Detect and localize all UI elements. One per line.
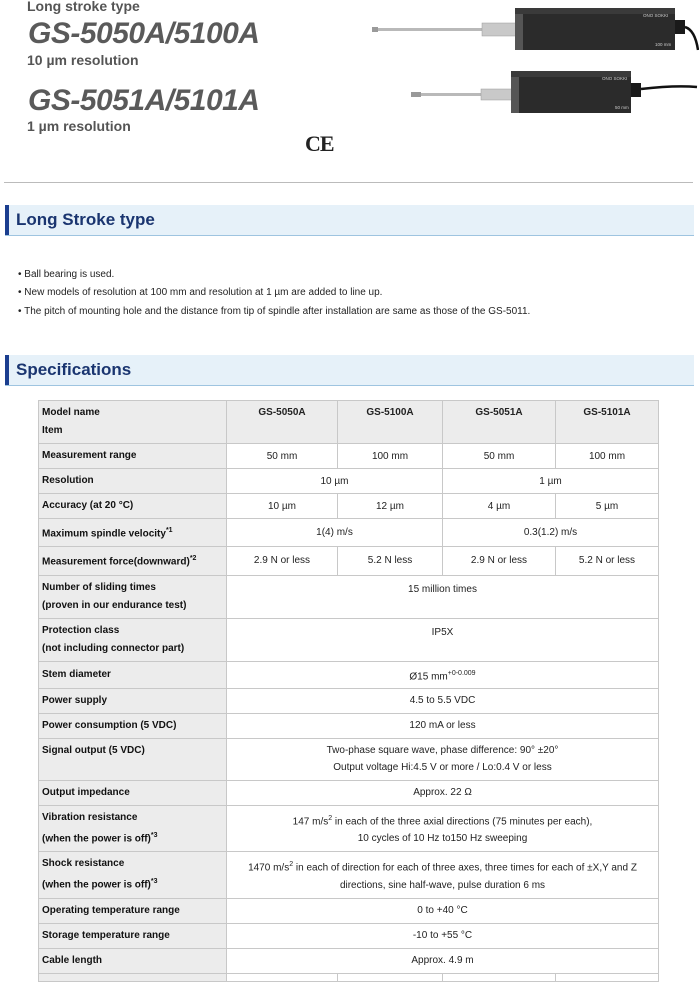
table-cell: 2.9 N or less: [443, 547, 556, 575]
superscript: 2: [328, 814, 333, 822]
ce-mark: CE: [305, 131, 334, 156]
table-row: [39, 688, 659, 713]
model-header-cell: GS-5101A: [556, 401, 659, 444]
header-cell-model-item: [39, 401, 227, 444]
table-cell: 5.2 N less: [338, 547, 443, 575]
footnote-mark: *3: [150, 878, 158, 886]
table-cell: [338, 973, 443, 981]
vibration-line: 10 cycles of 10 Hz to150 Hz sweeping: [357, 833, 528, 845]
section-accent-bar: [5, 355, 9, 385]
row-label-text: Maximum spindle velocity: [42, 528, 166, 540]
feature-item: • New models of resolution at 100 mm and resolution at 1 µm are added to line up.: [18, 287, 383, 299]
model-header-cell: GS-5051A: [443, 401, 556, 444]
row-label: Accuracy (at 20 °C): [39, 494, 227, 519]
section-header-long-stroke: [5, 205, 694, 236]
row-label: [39, 973, 227, 981]
row-label-text: Vibration resistance: [42, 811, 138, 823]
table-cell: 1(4) m/s: [227, 519, 443, 547]
feature-list: [18, 266, 530, 321]
shock-value-a: 1470 m/s: [248, 862, 290, 874]
table-row: [39, 898, 659, 923]
superscript: 2: [289, 861, 294, 869]
row-label-subtext-text: (when the power is off): [42, 879, 151, 891]
row-label: [39, 519, 227, 547]
table-cell: [443, 973, 556, 981]
table-cell: 50 mm: [227, 444, 338, 469]
model-title-b: GS-5051A/5101A: [28, 84, 260, 117]
table-row: [39, 923, 659, 948]
row-label-subtext: (not including connector part): [42, 642, 185, 654]
table-cell: [227, 973, 338, 981]
signal-output-line: Output voltage Hi:4.5 V or more / Lo:0.4 V or less: [333, 762, 552, 774]
table-row: [39, 469, 659, 494]
spec-table: [38, 400, 659, 982]
device-label-top: 100 mm: [655, 42, 672, 47]
table-row: [39, 738, 659, 780]
table-row: [39, 494, 659, 519]
row-label: Measurement range: [39, 444, 227, 469]
table-cell: 50 mm: [443, 444, 556, 469]
footnote-mark: *3: [150, 831, 158, 839]
feature-item: • The pitch of mounting hole and the distance from tip of spindle after installation are same as those of the GS-5011.: [18, 305, 531, 317]
vibration-value-b: in each of the three axial directions (75 minutes per each),: [332, 816, 593, 828]
row-label: [39, 618, 227, 661]
table-row: [39, 401, 659, 444]
table-cell: Approx. 4.9 m: [227, 948, 659, 973]
row-label: Power supply: [39, 688, 227, 713]
table-cell: [227, 661, 659, 688]
row-label: [39, 805, 227, 851]
row-label: Output impedance: [39, 780, 227, 805]
table-row: [39, 805, 659, 851]
table-row: [39, 575, 659, 618]
stem-value: Ø15 mm: [409, 670, 448, 682]
device-label-bottom: 50 mm: [615, 105, 629, 110]
device-brand-bottom: ONO SOKKI: [602, 76, 628, 81]
header-model-name-label: Model name: [42, 407, 100, 418]
table-row: [39, 948, 659, 973]
table-cell: 4.5 to 5.5 VDC: [227, 688, 659, 713]
row-label: [39, 547, 227, 575]
row-label: Power consumption (5 VDC): [39, 713, 227, 738]
section-header-specifications: [5, 355, 694, 386]
table-cell: 100 mm: [556, 444, 659, 469]
table-cell: 1 µm: [443, 469, 659, 494]
product-type-label: Long stroke type: [27, 0, 140, 14]
stem-tolerance: +0-0.009: [447, 669, 476, 677]
table-cell: [556, 973, 659, 981]
table-cell: 5 µm: [556, 494, 659, 519]
row-label-text: Protection class: [42, 624, 120, 636]
header-divider: [4, 182, 693, 183]
table-cell: 15 million times: [227, 575, 659, 618]
row-label-subtext: [42, 873, 223, 894]
table-cell: IP5X: [227, 618, 659, 661]
table-cell: Approx. 22 Ω: [227, 780, 659, 805]
resolution-b: 1 µm resolution: [27, 118, 131, 134]
table-row: [39, 618, 659, 661]
row-label-text: Measurement force(downward): [42, 556, 190, 568]
row-label-text: Number of sliding times: [42, 581, 156, 593]
row-label-text: Shock resistance: [42, 858, 125, 870]
table-row: [39, 780, 659, 805]
vibration-value-a: 147 m/s: [292, 816, 329, 828]
table-cell: 0.3(1.2) m/s: [443, 519, 659, 547]
table-cell: [227, 852, 659, 898]
section-title-long-stroke: Long Stroke type: [16, 210, 155, 229]
row-label: [39, 852, 227, 898]
footnote-mark: *2: [189, 555, 197, 563]
device-image-bottom: [405, 65, 699, 120]
table-row: [39, 973, 659, 981]
table-row: [39, 547, 659, 575]
table-cell: 12 µm: [338, 494, 443, 519]
header-item-label: Item: [42, 425, 63, 436]
device-image-top: [360, 0, 699, 60]
table-cell: [227, 738, 659, 780]
table-cell: 0 to +40 °C: [227, 898, 659, 923]
row-label: Resolution: [39, 469, 227, 494]
table-cell: 4 µm: [443, 494, 556, 519]
shock-line: [230, 856, 655, 876]
section-title-specifications: Specifications: [16, 360, 132, 379]
table-cell: 10 µm: [227, 469, 443, 494]
shock-line: directions, sine half-wave, pulse duration 6 ms: [339, 879, 546, 891]
row-label: Signal output (5 VDC): [39, 738, 227, 780]
table-cell: [227, 805, 659, 851]
table-row: [39, 444, 659, 469]
row-label-subtext: (proven in our endurance test): [42, 599, 187, 611]
shock-value-b: in each of direction for each of three axes, three times for each of ±X,Y and Z: [293, 862, 637, 874]
row-label: Cable length: [39, 948, 227, 973]
table-row: [39, 713, 659, 738]
device-brand-top: ONO SOKKI: [643, 13, 669, 18]
model-header-cell: GS-5050A: [227, 401, 338, 444]
table-cell: 120 mA or less: [227, 713, 659, 738]
table-row: [39, 661, 659, 688]
table-row: [39, 852, 659, 898]
row-label-subtext: [42, 827, 223, 848]
table-row: [39, 519, 659, 547]
section-accent-bar: [5, 205, 9, 235]
footnote-mark: *1: [165, 527, 173, 534]
row-label: Operating temperature range: [39, 898, 227, 923]
row-label: [39, 575, 227, 618]
table-cell: -10 to +55 °C: [227, 923, 659, 948]
row-label-subtext-text: (when the power is off): [42, 833, 151, 845]
feature-item: • Ball bearing is used.: [18, 269, 115, 280]
resolution-a: 10 µm resolution: [27, 52, 139, 68]
table-cell: 5.2 N or less: [556, 547, 659, 575]
model-header-cell: GS-5100A: [338, 401, 443, 444]
row-label: Storage temperature range: [39, 923, 227, 948]
model-title-a: GS-5050A/5100A: [28, 17, 260, 50]
table-cell: 2.9 N or less: [227, 547, 338, 575]
table-cell: 100 mm: [338, 444, 443, 469]
table-cell: 10 µm: [227, 494, 338, 519]
signal-output-line: Two-phase square wave, phase difference: 90° ±20°: [326, 745, 559, 757]
vibration-line: [230, 810, 655, 830]
row-label: Stem diameter: [39, 661, 227, 688]
